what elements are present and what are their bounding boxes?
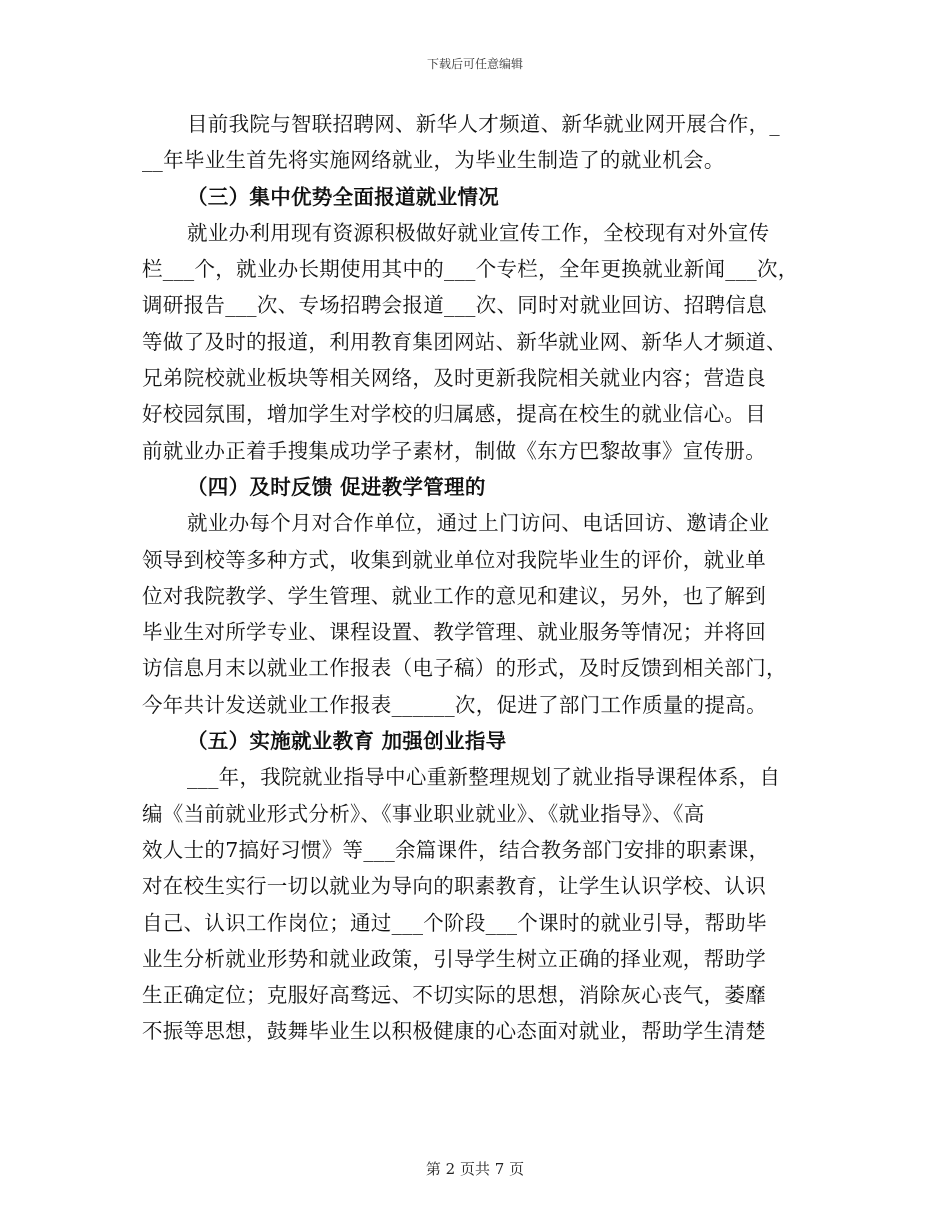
- section-heading: （五）实施就业教育 加强创业指导: [187, 729, 507, 754]
- page-header: 下载后可任意编辑: [426, 57, 523, 71]
- paragraph-line: 自己、认识工作岗位；通过___个阶段___个课时的就业引导，帮助毕: [142, 910, 767, 935]
- paragraph-line: 调研报告___次、专场招聘会报道___次、同时对就业回访、招聘信息: [142, 293, 767, 318]
- paragraph-line: 业生分析就业形势和就业政策，引导学生树立正确的择业观，帮助学: [142, 946, 766, 971]
- paragraph-line: 不振等思想，鼓舞毕业生以积极健康的心态面对就业，帮助学生清楚: [142, 1019, 766, 1044]
- paragraph-line: 好校园氛围，增加学生对学校的归属感，提高在校生的就业信心。目: [142, 402, 766, 427]
- page-footer: 第 2 页共 7 页: [425, 1160, 525, 1178]
- paragraph-line: 就业办利用现有资源积极做好就业宣传工作，全校现有对外宣传: [187, 220, 770, 245]
- paragraph-line: 目前我院与智联招聘网、新华人才频道、新华就业网开展合作，_: [187, 112, 780, 136]
- section-heading: （四）及时反馈 促进教学管理的: [187, 474, 486, 499]
- paragraph-line: 兄弟院校就业板块等相关网络，及时更新我院相关就业内容；营造良: [142, 366, 766, 391]
- paragraph-line: 就业办每个月对合作单位，通过上门访问、电话回访、邀请企业: [187, 511, 770, 536]
- paragraph-line: 位对我院教学、学生管理、就业工作的意见和建议，另外，也了解到: [142, 583, 766, 608]
- paragraph-line: 毕业生对所学专业、课程设置、教学管理、就业服务等情况；并将回: [142, 620, 766, 645]
- paragraph-line: 效人士的7搞好习惯》等___余篇课件，结合教务部门安排的职素课，: [142, 837, 770, 862]
- paragraph-line: 栏___个，就业办长期使用其中的___个专栏，全年更换就业新闻___次，: [142, 257, 799, 282]
- paragraph-line: 编《当前就业形式分析》、《事业职业就业》、《就业指导》、《高: [142, 801, 705, 826]
- paragraph-line: 前就业办正着手搜集成功学子素材，制做《东方巴黎故事》宣传册。: [142, 438, 766, 463]
- section-heading: （三）集中优势全面报道就业情况: [187, 184, 499, 209]
- paragraph-line: __年毕业生首先将实施网络就业，为毕业生制造了的就业机会。: [142, 148, 725, 173]
- paragraph-line: 访信息月末以就业工作报表（电子稿）的形式，及时反馈到相关部门，: [142, 656, 787, 681]
- paragraph-line: 领导到校等多种方式，收集到就业单位对我院毕业生的评价，就业单: [142, 547, 766, 572]
- paragraph-line: 生正确定位；克服好高骛远、不切实际的思想，消除灰心丧气，萎靡: [142, 983, 766, 1008]
- paragraph-line: 等做了及时的报道，利用教育集团网站、新华就业网、新华人才频道、: [142, 329, 787, 354]
- document-body: [142, 106, 822, 1050]
- paragraph-line: 今年共计发送就业工作报表______次，促进了部门工作质量的提高。: [142, 692, 767, 717]
- paragraph-line: 对在校生实行一切以就业为导向的职素教育，让学生认识学校、认识: [142, 874, 766, 899]
- paragraph-line: ___年，我院就业指导中心重新整理规划了就业指导课程体系，自: [187, 765, 781, 790]
